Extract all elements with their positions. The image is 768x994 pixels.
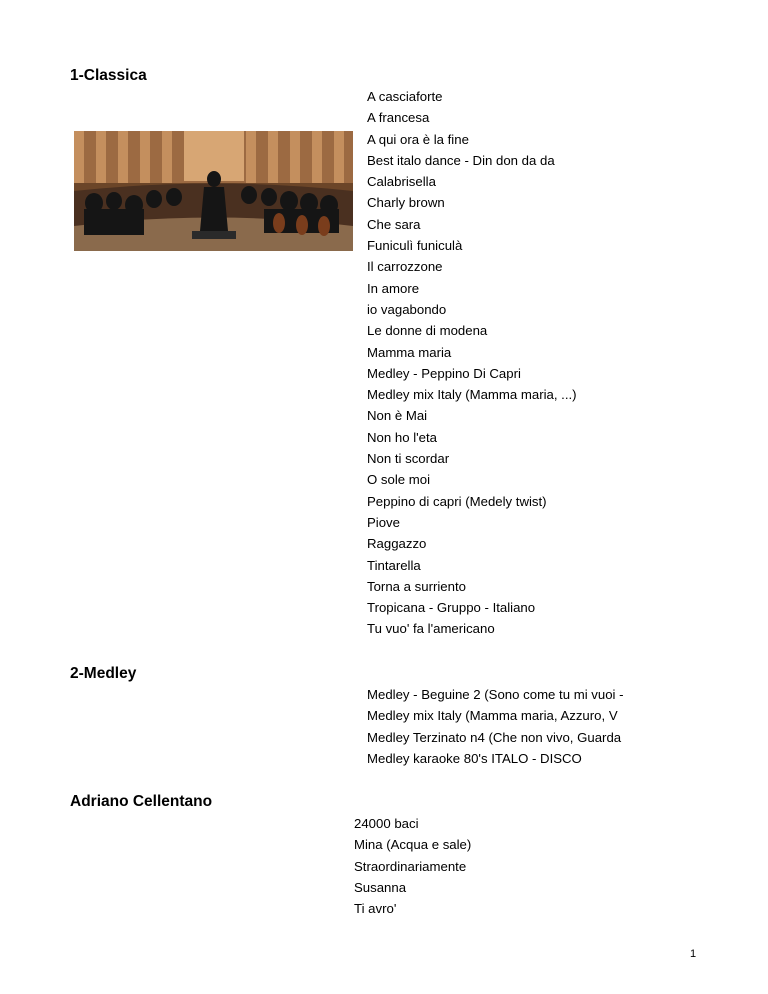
list-item: Medley mix Italy (Mamma maria, ...) [367, 387, 577, 403]
list-item: Medley - Peppino Di Capri [367, 365, 521, 381]
song-list-classica [367, 86, 577, 640]
list-item: Tintarella [367, 557, 421, 573]
orchestra-illustration [74, 131, 353, 251]
list-item: Mamma maria [367, 344, 452, 360]
list-item: A francesa [367, 110, 430, 126]
list-item: Calabrisella [367, 174, 436, 190]
list-item: Non ho l'eta [367, 429, 437, 445]
section-title-classica: 1-Classica [70, 67, 147, 84]
list-item: O sole moi [367, 472, 431, 488]
list-item: Medley Terzinato n4 (Che non vivo, Guarda [367, 729, 622, 745]
list-item: A casciaforte [367, 89, 443, 104]
song-list-adriano-cellentano [354, 813, 471, 919]
list-item: 24000 baci [354, 816, 419, 831]
list-item: Che sara [367, 216, 421, 232]
list-item: Tropicana - Gruppo - Italiano [367, 600, 536, 616]
section-title-medley: 2-Medley [70, 665, 137, 682]
list-item: Medley - Beguine 2 (Sono come tu mi vuoi - [367, 687, 624, 702]
orchestra-photo [74, 131, 353, 251]
list-item: Raggazzo [367, 536, 427, 552]
list-item: io vagabondo [367, 301, 447, 317]
list-item: Funiculì funiculà [367, 238, 463, 254]
list-item: Charly brown [367, 195, 445, 211]
list-item: Peppino di capri (Medely twist) [367, 493, 547, 509]
list-item: Tu vuo' fa l'americano [367, 621, 495, 637]
song-list-medley [367, 684, 641, 769]
list-item: Non è Mai [367, 408, 428, 424]
list-item: Il carrozzone [367, 259, 443, 275]
list-item: Non ti scordar [367, 451, 450, 467]
list-item: Le donne di modena [367, 323, 488, 339]
list-item: Piove [367, 514, 400, 530]
list-item: In amore [367, 280, 420, 296]
section-title-adriano-cellentano: Adriano Cellentano [70, 793, 213, 810]
page-number: 1 [690, 948, 697, 960]
list-item: Torna a surriento [367, 578, 466, 594]
list-item: Susanna [354, 879, 407, 895]
list-item: Medley karaoke 80's ITALO - DISCO [367, 750, 582, 766]
list-item: Ti avro' [354, 901, 397, 917]
list-item: Straordinariamente [354, 858, 467, 874]
list-item: A qui ora è la fine [367, 131, 469, 147]
list-item: Best italo dance - Din don da da [367, 152, 555, 168]
list-item: Medley mix Italy (Mamma maria, Azzuro, V [367, 708, 618, 724]
list-item: Mina (Acqua e sale) [354, 837, 472, 853]
